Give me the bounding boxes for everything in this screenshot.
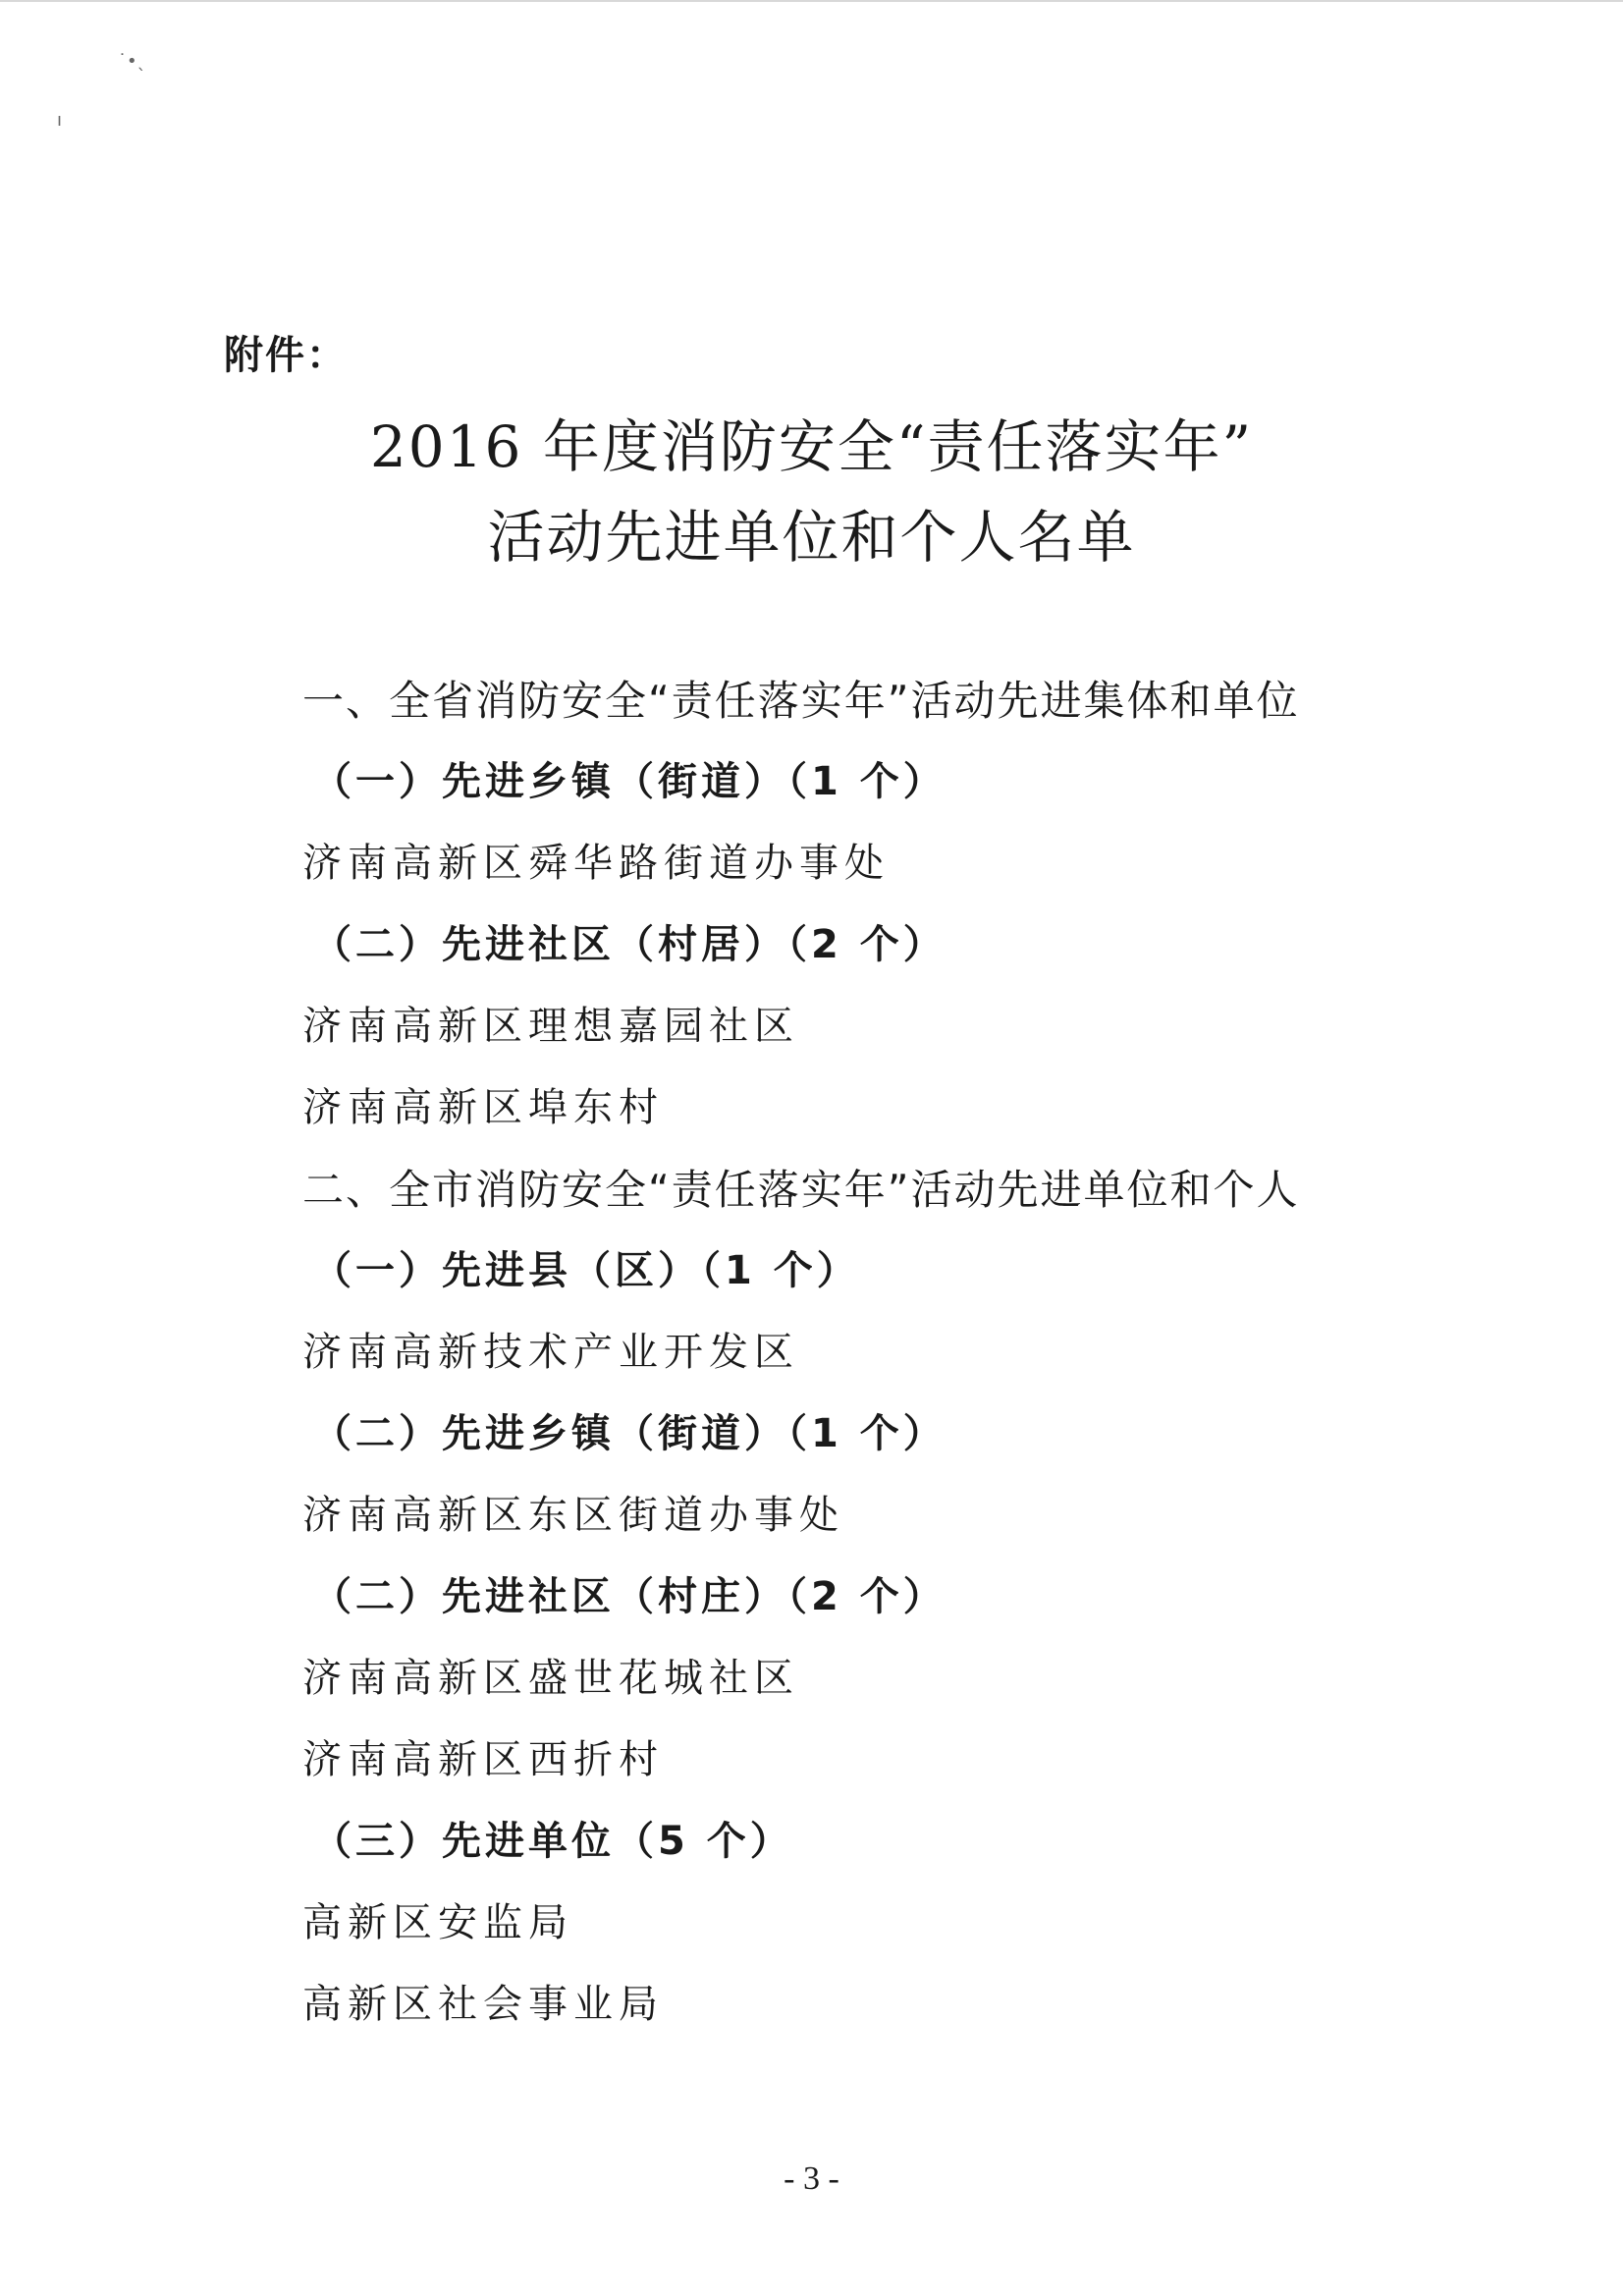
scan-speck: ı <box>57 110 63 131</box>
list-item: 济南高新区理想嘉园社区 <box>302 1004 799 1049</box>
document-title-line-2: 活动先进单位和个人名单 <box>487 504 1136 571</box>
list-item: 济南高新区舜华路街道办事处 <box>302 841 890 886</box>
document-title-line-1: 2016 年度消防安全“责任落实年” <box>369 413 1254 480</box>
award-list <box>302 660 1402 2046</box>
section-heading: 二、全市消防安全“责任落实年”活动先进单位和个人 <box>302 1166 1300 1214</box>
section-heading: 一、全省消防安全“责任落实年”活动先进集体和单位 <box>302 677 1300 725</box>
list-item: 济南高新技术产业开发区 <box>302 1330 799 1375</box>
list-item: 济南高新区埠东村 <box>302 1085 664 1130</box>
list-item: 高新区安监局 <box>302 1900 573 1945</box>
list-item: 高新区社会事业局 <box>302 1982 664 2027</box>
category-heading: （一）先进乡镇（街道）（1 个） <box>312 759 947 804</box>
attachment-label: 附件： <box>224 333 348 378</box>
category-heading: （二）先进社区（村庄）（2 个） <box>312 1574 947 1619</box>
list-item: 济南高新区盛世花城社区 <box>302 1656 799 1701</box>
scan-speck: ˙•ˎ <box>118 51 146 72</box>
category-heading: （二）先进社区（村居）（2 个） <box>312 922 947 967</box>
list-item: 济南高新区西折村 <box>302 1737 664 1782</box>
category-heading: （三）先进单位（5 个） <box>312 1819 793 1864</box>
category-heading: （二）先进乡镇（街道）（1 个） <box>312 1411 947 1456</box>
category-heading: （一）先进县（区）（1 个） <box>312 1248 860 1293</box>
page-number: - 3 - <box>784 2160 839 2197</box>
list-item: 济南高新区东区街道办事处 <box>302 1493 844 1538</box>
